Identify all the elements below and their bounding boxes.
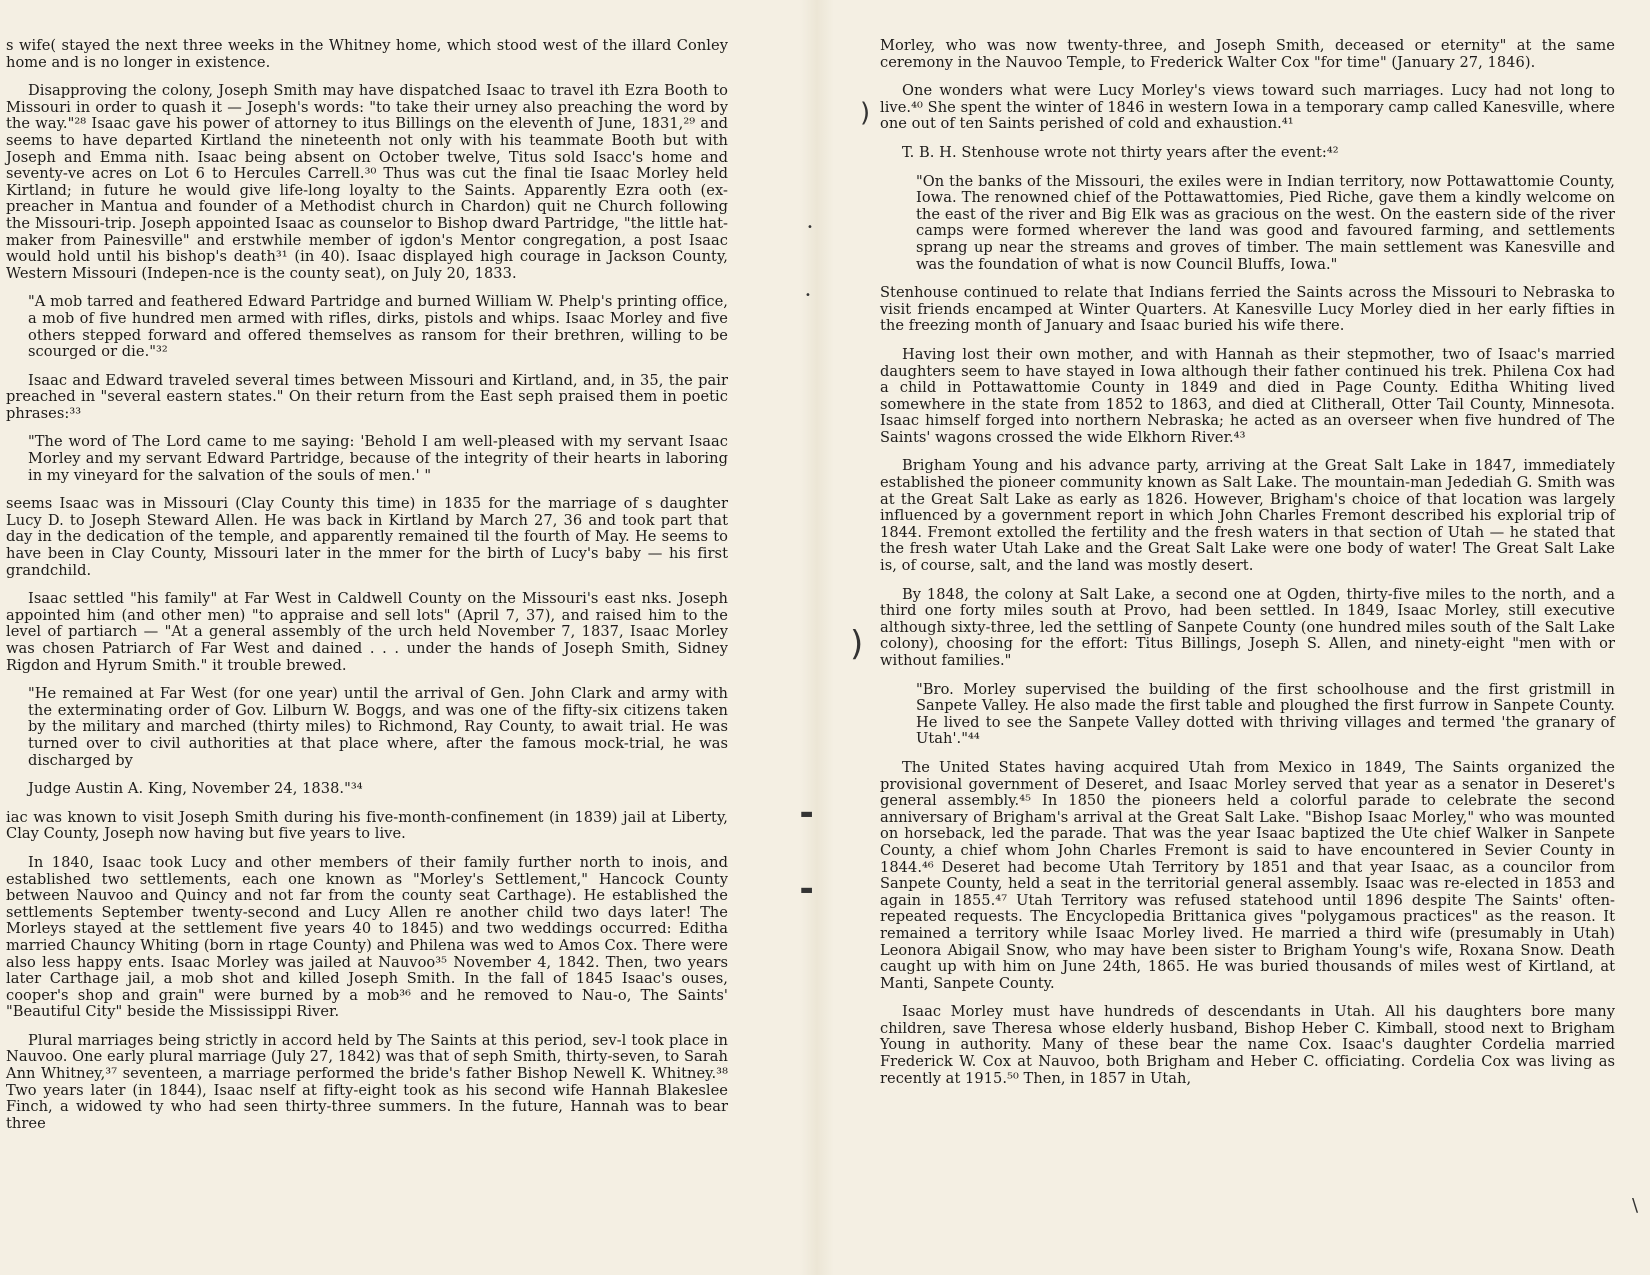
block-quote: "The word of The Lord came to me saying: 'Behold I am well-pleased with my servant Isaac Morley and my servant Edward Partridge, because of the integrity of their hearts in laboring in my vineyard for the salvation of the souls of men.' " bbox=[28, 433, 728, 484]
paragraph: Having lost their own mother, and with Hannah as their stepmother, two of Isaac's married daughters seem to have stayed in Iowa although their father continued his trek. Philena Cox had a child in Pottawattomie County in 1849 and died in Page County. Editha Whiting lived somewhere in the state from 1852 to 1863, and died at Clitherall, Otter Tail County, Minnesota. Isaac himself forged into northern Nebraska; he acted as an overseer when five hundred of The Saints' wagons crossed the wide Elkhorn River.⁴³ bbox=[880, 345, 1615, 446]
block-quote: Judge Austin A. King, November 24, 1838."³⁴ bbox=[28, 780, 363, 798]
paragraph: In 1840, Isaac took Lucy and other members of their family further north to inois, and established two settlements, each one known as "Morley's Settlement," Hancock County between Nauvoo and Quincy and not far from the county seat Carthage). He established the settlements September twenty-second and Lucy Allen re another child two days later! The Morleys stayed at the settlement five years 40 to 1845) and two weddings occurred: Editha married Chauncy Whiting (born in rtage County) and Philena was wed to Amos Cox. There were also less happy ents. Isaac Morley was jailed at Nauvoo³⁵ November 4, 1842. Then, two years later Carthage jail, a mob shot and killed Joseph Smith. In the fall of 1845 Isaac's ouses, cooper's shop and grain" were burned by a mob³⁶ and he removed to Nau-o, The Saints' "Beautiful City" beside the Mississippi River. bbox=[6, 853, 728, 1021]
paragraph: By 1848, the colony at Salt Lake, a second one at Ogden, thirty-five miles to the north, and a third one forty miles south at Provo, had been settled. In 1849, Isaac Morley, still executive although sixty-three, led the settling of Sanpete County (one hundred miles south of the Salt Lake colony), choosing for the effort: Titus Billings, Joseph S. Allen, and ninety-eight "men with or without families." bbox=[880, 585, 1615, 669]
left-page bbox=[6, 38, 728, 1144]
page-edge-mark: ) bbox=[860, 98, 871, 128]
dash-mark: ▬ bbox=[800, 806, 814, 822]
block-quote: "On the banks of the Missouri, the exiles were in Indian territory, now Pottawattomie County, Iowa. The renowned chief of the Pottawattomies, Pied Riche, gave them a kindly welcome on the east of the river and Big Elk was as gracious on the west. On the eastern side of the river camps were formed wherever the land was good and favoured farming, and settlements sprang up near the streams and groves of timber. The main settlement was Kanesville and was the foundation of what is now Council Bluffs, Iowa." bbox=[916, 172, 1615, 273]
block-quote: "Bro. Morley supervised the building of the first schoolhouse and the first gristmill in Sanpete Valley. He also made the first table and ploughed the first furrow in Sanpete County. He lived to see the Sanpete Valley dotted with thriving villages and termed 'the granary of Utah'."⁴⁴ bbox=[916, 680, 1615, 748]
paragraph: s wife( stayed the next three weeks in the Whitney home, which stood west of the illard Conley home and is no longer in existence. bbox=[6, 37, 728, 71]
dot-mark: • bbox=[805, 290, 811, 301]
paragraph: The United States having acquired Utah from Mexico in 1849, The Saints organized the provisional government of Deseret, and Isaac Morley served that year as a senator in Deseret's general assembly.⁴⁵ In 1850 the pioneers held a colorful parade to celebrate the second anniversary of Brigham's arrival at the Great Salt Lake. "Bishop Isaac Morley," who was mounted on horseback, led the parade. That was the year Isaac baptized the Ute chief Walker in Sanpete County, a chief whom John Charles Fremont is said to have encountered in Sevier County in 1844.⁴⁶ Deseret had become Utah Territory by 1851 and that year Isaac, as a councilor from Sanpete County, held a seat in the territorial general assembly. Isaac was re-elected in 1853 and again in 1855.⁴⁷ Utah Territory was refused statehood until 1896 despite The Saints' often-repeated requests. The Encyclopedia Brittanica gives "polygamous practices" as the reason. It remained a territory while Isaac Morley lived. He married a third wife (presumably in Utah) Leonora Abigail Snow, who may have been sister to Brigham Young's wife, Roxana Snow. Death caught up with him on June 24th, 1865. He was buried thousands of miles west of Kirtland, at Manti, Sanpete County. bbox=[880, 758, 1615, 992]
hole-punch-mark: ) bbox=[850, 624, 864, 664]
gutter bbox=[800, 0, 834, 1275]
paragraph: iac was known to visit Joseph Smith during his five-month-confinement (in 1839) jail at Liberty, Clay County, Joseph now having but five years to live. bbox=[6, 808, 728, 843]
dot-mark: • bbox=[807, 222, 813, 233]
paragraph: One wonders what were Lucy Morley's views toward such marriages. Lucy had not long to live.⁴⁰ She spent the winter of 1846 in western Iowa in a temporary camp called Kanesville, where one out of ten Saints perished of cold and exhaustion.⁴¹ bbox=[880, 82, 1615, 133]
paragraph: T. B. H. Stenhouse wrote not thirty years after the event:⁴² bbox=[902, 143, 1339, 161]
paragraph: Morley, who was now twenty-three, and Joseph Smith, deceased or eternity" at the same ceremony in the Nauvoo Temple, to Frederick Walter Cox "for time" (January 27, 1846). bbox=[880, 37, 1615, 71]
paragraph: Isaac settled "his family" at Far West in Caldwell County on the Missouri's east nks. Joseph appointed him (and other men) "to appraise and sell lots" (April 7, 37), and raised him to the level of partiarch — "At a general assembly of the urch held November 7, 1837, Isaac Morley was chosen Patriarch of Far West and dained . . . under the hands of Joseph Smith, Sidney Rigdon and Hyrum Smith." it trouble brewed. bbox=[6, 590, 728, 674]
paragraph: Isaac Morley must have hundreds of descendants in Utah. All his daughters bore many children, save Theresa whose elderly husband, Bishop Heber C. Kimball, stood next to Brigham Young in authority. Many of these bear the name Cox. Isaac's daughter Cordelia married Frederick W. Cox at Nauvoo, both Brigham and Heber C. officiating. Cordelia Cox was living as recently at 1915.⁵⁰ Then, in 1857 in Utah, bbox=[880, 1003, 1615, 1087]
paragraph: Disapproving the colony, Joseph Smith may have dispatched Isaac to travel ith Ezra Booth to Missouri in order to quash it — Joseph's words: "to take their urney also preaching the word by the way."²⁸ Isaac gave his power of attorney to itus Billings on the eleventh of June, 1831,²⁹ and seems to have departed Kirtland the nineteenth not only with his teammate Booth but with Joseph and Emma nith. Isaac being absent on October twelve, Titus sold Isacc's home and seventy-ve acres on Lot 6 to Hercules Carrell.³⁰ Thus was cut the final tie Isaac Morley held Kirtland; in future he would give life-long loyalty to the Saints. Apparently Ezra ooth (ex-preacher in Mantua and founder of a Methodist church in Chardon) quit ne Church following the Missouri-trip. Joseph appointed Isaac as counselor to Bishop dward Partridge, "the little hat-maker from Painesville" and erstwhile member of igdon's Mentor congregation, a post Isaac would hold until his bishop's death³¹ (in 40). Isaac displayed high courage in Jackson County, Western Missouri (Indepen-nce is the county seat), on July 20, 1833. bbox=[6, 82, 728, 282]
paragraph: Plural marriages being strictly in accord held by The Saints at this period, sev-l took place in Nauvoo. One early plural marriage (July 27, 1842) was that of seph Smith, thirty-seven, to Sarah Ann Whitney,³⁷ seventeen, a marriage performed the bride's father Bishop Newell K. Whitney.³⁸ Two years later (in 1844), Isaac nself at fifty-eight took as his second wife Hannah Blakeslee Finch, a widowed ty who had seen thirty-three summers. In the future, Hannah was to bear three bbox=[6, 1031, 728, 1132]
paragraph: Stenhouse continued to relate that Indians ferried the Saints across the Missouri to Nebraska to visit friends encamped at Winter Quarters. At Kanesville Lucy Morley died in her early fifties in the freezing month of January and Isaac buried his wife there. bbox=[880, 284, 1615, 335]
paragraph: seems Isaac was in Missouri (Clay County this time) in 1835 for the marriage of s daughter Lucy D. to Joseph Steward Allen. He was back in Kirtland by March 27, 36 and took part that day in the dedication of the temple, and apparently remained til the fourth of May. He seems to have been in Clay County, Missouri later in the mmer for the birth of Lucy's baby — his first grandchild. bbox=[6, 495, 728, 579]
block-quote: "A mob tarred and feathered Edward Partridge and burned William W. Phelp's printing office, a mob of five hundred men armed with rifles, dirks, pistols and whips. Isaac Morley and five others stepped forward and offered themselves as ransom for their brethren, willing to be scourged or die."³² bbox=[28, 293, 728, 361]
paragraph: Brigham Young and his advance party, arriving at the Great Salt Lake in 1847, immediately established the pioneer community known as Salt Lake. The mountain-man Jedediah G. Smith was at the Great Salt Lake as early as 1826. However, Brigham's choice of that location was largely influenced by a government report in which John Charles Fremont described his explorial trip of 1844. Fremont extolled the fertility and the fresh waters in that section of Utah — he stated that the fresh water Utah Lake and the Great Salt Lake were one body of water! The Great Salt Lake is, of course, salt, and the land was mostly desert. bbox=[880, 457, 1615, 575]
corner-mark: \ bbox=[1632, 1195, 1639, 1216]
paragraph: Isaac and Edward traveled several times between Missouri and Kirtland, and, in 35, the pair preached in "several eastern states." On their return from the East seph praised them in poetic phrases:³³ bbox=[6, 371, 728, 422]
dash-mark: ▬ bbox=[800, 882, 814, 898]
right-page bbox=[880, 38, 1615, 1099]
block-quote: "He remained at Far West (for one year) until the arrival of Gen. John Clark and army with the exterminating order of Gov. Lilburn W. Boggs, and was one of the fifty-six citizens taken by the military and marched (thirty miles) to Richmond, Ray County, to await trial. He was turned over to civil authorities at that place where, after the famous mock-trial, he was discharged by bbox=[28, 685, 728, 769]
